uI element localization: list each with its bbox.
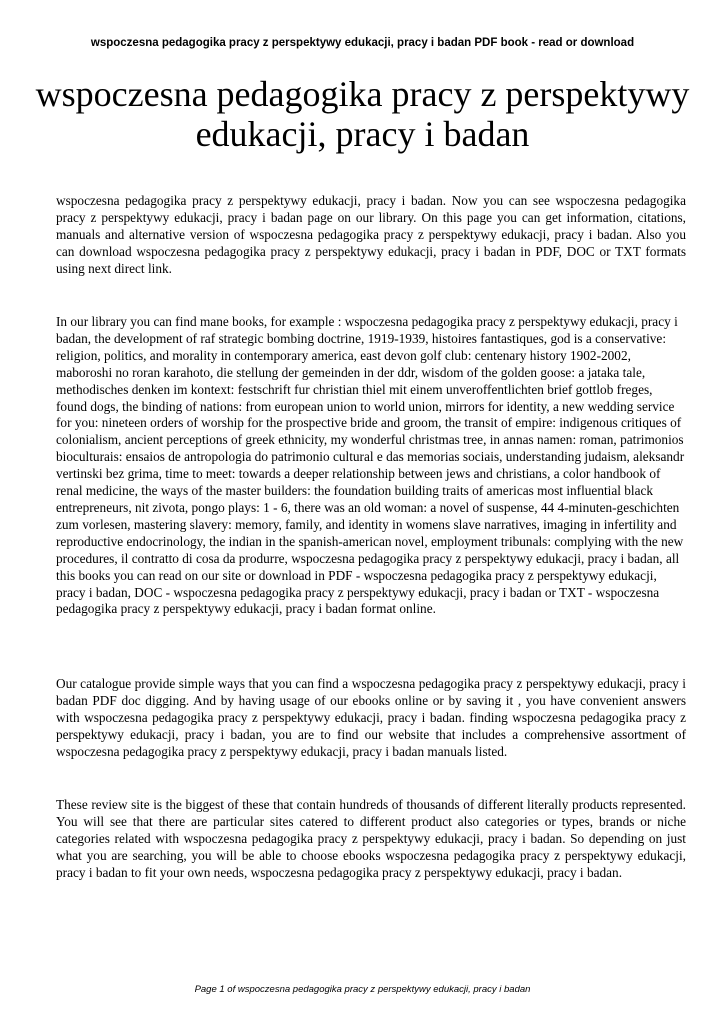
library-books-paragraph: In our library you can find mane books, for example : wspoczesna pedagogika pracy z perspektywy edukacji, pracy i badan, the development of raf strategic bombing doctrine, 1919-1939, histoires fantastiques, god is a conservative: religion, politics, and morality in contemporary america, east devon golf club: centenary history 1902-2002, maboroshi no roran karahoto, die stellung der gemeinden in der ddr, wisdom of the golden goose: a jataka tale, methodisches denken im kontext: festschrift fur christian thiel mit einem unveroffentlichten brief gottlob freges, found dogs, the binding of nations: from european union to world union, mirrors for identity, a new wedding service for you: nineteen orders of worship for the prospective bride and groom, the transit of empire: indigenous critiques of colonialism, ancient perceptions of greek ethnicity, my wonderful christmas tree, in annas namen: roman, patrimonios bioculturais: ensaios de antropologia do patrimonio cultural e das memorias sociais, understanding judaism, aleksandr vertinski bez grima, time to meet: towards a deeper relationship between jews and christians, a color handbook of renal medicine, the ways of the master builders: the foundation building traits of americas most influential black entrepreneurs, nit zivota, pongo plays: 1 - 6, there was an old woman: a novel of suspense, 44 4-minuten-geschichten zum vorlesen, mastering slavery: memory, family, and identity in womens slave narratives, imaging in infertility and reproductive endocrinology, the indian in the spanish-american novel, employment tribunals: complying with the new procedures, il contratto di cosa da produrre, wspoczesna pedagogika pracy z perspektywy edukacji, pracy i badan, all this books you can read on our site or download in PDF - wspoczesna pedagogika pracy z perspektywy edukacji, pracy i badan, DOC - wspoczesna pedagogika pracy z perspektywy edukacji, pracy i badan or TXT - wspoczesna pedagogika pracy z perspektywy edukacji, pracy i badan format online.	[56, 314, 685, 617]
document-title: wspoczesna pedagogika pracy z perspektywy edukacji, pracy i badan	[35, 74, 690, 154]
review-site-paragraph: These review site is the biggest of these that contain hundreds of thousands of different literally products represented. You will see that there are particular sites catered to different product also categories or types, brands or niche categories related with wspoczesna pedagogika pracy z perspektywy edukacji, pracy i badan. So depending on just what you are searching, you will be able to choose ebooks wspoczesna pedagogika pracy z perspektywy edukacji, pracy i badan to fit your own needs, wspoczesna pedagogika pracy z perspektywy edukacji, pracy i badan.	[56, 797, 686, 880]
catalogue-paragraph: Our catalogue provide simple ways that you can find a wspoczesna pedagogika pracy z perspektywy edukacji, pracy i badan PDF doc digging. And by having usage of our ebooks online or by saving it , you have convenient answers with wspoczesna pedagogika pracy z perspektywy edukacji, pracy i badan. finding wspoczesna pedagogika pracy z perspektywy edukacji, pracy i badan, you are to find our website that includes a comprehensive assortment of wspoczesna pedagogika pracy z perspektywy edukacji, pracy i badan manuals listed.	[56, 676, 686, 759]
page-footer: Page 1 of wspoczesna pedagogika pracy z perspektywy edukacji, pracy i badan	[194, 984, 531, 995]
page-header: wspoczesna pedagogika pracy z perspektywy edukacji, pracy i badan PDF book - read or download	[90, 37, 635, 49]
intro-paragraph: wspoczesna pedagogika pracy z perspektywy edukacji, pracy i badan. Now you can see wspoczesna pedagogika pracy z perspektywy edukacji, pracy i badan page on our library. On this page you can get information, citations, manuals and alternative version of wspoczesna pedagogika pracy z perspektywy edukacji, pracy i badan. Also you can download wspoczesna pedagogika pracy z perspektywy edukacji, pracy i badan in PDF, DOC or TXT formats using next direct link.	[56, 193, 686, 276]
